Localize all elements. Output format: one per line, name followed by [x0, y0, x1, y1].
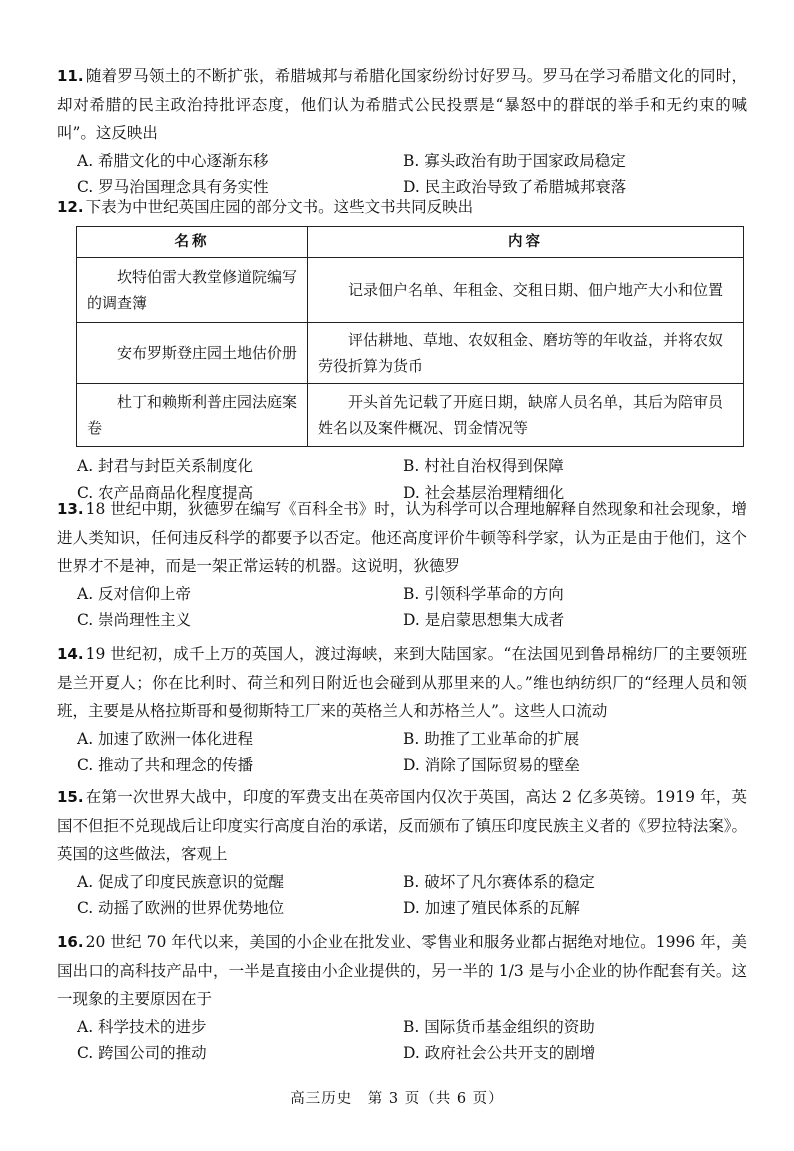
question-text: 19 世纪初，成千上万的英国人，渡过海峡，来到大陆国家。“在法国见到鲁昂棉纺厂的主要领班是兰开夏人；你在比利时、荷兰和列日附近也会碰到从那里来的人。”维也纳纺织厂的“经理人员和领班，主要是从格拉斯哥和曼彻斯特工厂来的英格兰人和苏格兰人”。这些人口流动: [57, 645, 747, 720]
option-c[interactable]: C. 农产品商品化程度提高: [77, 483, 254, 502]
option-c[interactable]: C. 崇尚理性主义: [77, 611, 192, 629]
table-cell-content: 评估耕地、草地、农奴租金、磨坊等的年收益，并将农奴劳役折算为货币: [308, 323, 744, 384]
option-c[interactable]: C. 罗马治国理念具有务实性: [77, 178, 269, 196]
table-cell-name: 杜丁和赖斯利普庄园法庭案卷: [77, 384, 308, 447]
option-c[interactable]: C. 推动了共和理念的传播: [77, 756, 254, 774]
table-cell-name: 安布罗斯登庄园土地估价册: [77, 323, 308, 384]
option-d[interactable]: D. 消除了国际贸易的壁垒: [403, 756, 580, 774]
manor-documents-table: [76, 226, 744, 448]
option-a[interactable]: A. 希腊文化的中心逐渐东移: [77, 151, 269, 170]
option-a[interactable]: A. 封君与封臣关系制度化: [77, 457, 254, 475]
question-number: 12.: [57, 198, 84, 216]
option-a[interactable]: A. 促成了印度民族意识的觉醒: [77, 872, 285, 891]
question-16: [57, 928, 747, 1067]
question-text: 下表为中世纪英国庄园的部分文书。这些文书共同反映出: [85, 198, 474, 216]
option-a[interactable]: A. 科学技术的进步: [77, 1017, 207, 1036]
question-text: 20 世纪 70 年代以来，美国的小企业在批发业、零售业和服务业都占据绝对地位。1996 年，美国出口的高科技产品中，一半是直接由小企业提供的，另一半的 1/3 是与小企业的协作配套有关。这一现象的主要原因在于: [57, 933, 747, 1008]
question-stem: [57, 783, 747, 869]
table-cell-content: 开头首先记载了开庭日期，缺席人员名单，其后为陪审员姓名以及案件概况、罚金情况等: [308, 384, 744, 447]
option-d[interactable]: D. 加速了殖民体系的瓦解: [403, 899, 580, 917]
question-stem: [57, 640, 747, 726]
option-b[interactable]: B. 助推了工业革命的扩展: [403, 729, 580, 748]
option-b[interactable]: B. 寡头政治有助于国家政局稳定: [403, 151, 626, 170]
question-number: 14.: [57, 645, 84, 663]
option-a[interactable]: A. 加速了欧洲一体化进程: [77, 729, 254, 748]
question-text: 在第一次世界大战中，印度的军费支出在英帝国内仅次于英国，高达 2 亿多英镑。1919 年，英国不但拒不兑现战后让印度实行高度自治的承诺，反而颁布了镇压印度民族主义者的《罗拉特法案》。英国的这些做法，客观上: [57, 788, 747, 863]
table-cell-content: 记录佃户名单、年租金、交租日期、佃户地产大小和位置: [308, 258, 744, 323]
question-stem: [57, 193, 747, 222]
table-header-name: 名称: [77, 226, 308, 258]
option-d[interactable]: D. 是启蒙思想集大成者: [403, 611, 565, 629]
table-row: [77, 323, 744, 384]
question-number: 11.: [57, 67, 84, 85]
question-stem: [57, 495, 747, 581]
table-row: [77, 384, 744, 447]
question-text: 18 世纪中期，狄德罗在编写《百科全书》时，认为科学可以合理地解释自然现象和社会现象，增进人类知识，任何违反科学的都要予以否定。他还高度评价牛顿等科学家，认为正是由于他们，这个世界才不是神，而是一架正常运转的机器。这说明，狄德罗: [57, 500, 747, 575]
page-footer: 高三历史 第 3 页（共 6 页）: [290, 1091, 504, 1107]
question-12: [57, 193, 747, 506]
option-d[interactable]: D. 政府社会公共开支的剧增: [403, 1044, 596, 1062]
question-11: [57, 62, 747, 201]
option-d[interactable]: D. 社会基层治理精细化: [403, 483, 565, 502]
options: [77, 726, 747, 779]
question-13: [57, 495, 747, 634]
table-header-row: [77, 226, 744, 258]
table-cell-name: 坎特伯雷大教堂修道院编写的调查簿: [77, 258, 308, 323]
question-number: 15.: [57, 788, 84, 806]
options: [77, 581, 747, 634]
option-b[interactable]: B. 国际货币基金组织的资助: [403, 1017, 595, 1036]
question-number: 13.: [57, 500, 84, 518]
question-15: [57, 783, 747, 922]
option-c[interactable]: C. 跨国公司的推动: [77, 1044, 207, 1062]
option-d[interactable]: D. 民主政治导致了希腊城邦衰落: [403, 178, 627, 196]
options: [77, 1014, 747, 1067]
options: [77, 869, 747, 922]
option-b[interactable]: B. 破坏了凡尔赛体系的稳定: [403, 872, 595, 891]
question-14: [57, 640, 747, 779]
option-b[interactable]: B. 村社自治权得到保障: [403, 457, 564, 475]
option-b[interactable]: B. 引领科学革命的方向: [403, 584, 564, 603]
option-a[interactable]: A. 反对信仰上帝: [77, 584, 192, 603]
question-stem: [57, 928, 747, 1014]
question-text: 随着罗马领土的不断扩张，希腊城邦与希腊化国家纷纷讨好罗马。罗马在学习希腊文化的同时，却对希腊的民主政治持批评态度，他们认为希腊式公民投票是“暴怒中的群氓的举手和无约束的喊叫”。这反映出: [57, 67, 747, 142]
option-c[interactable]: C. 动摇了欧洲的世界优势地位: [77, 899, 285, 917]
table-row: [77, 258, 744, 323]
question-number: 16.: [57, 933, 84, 951]
table-header-content: 内容: [308, 226, 744, 258]
question-stem: [57, 62, 747, 148]
